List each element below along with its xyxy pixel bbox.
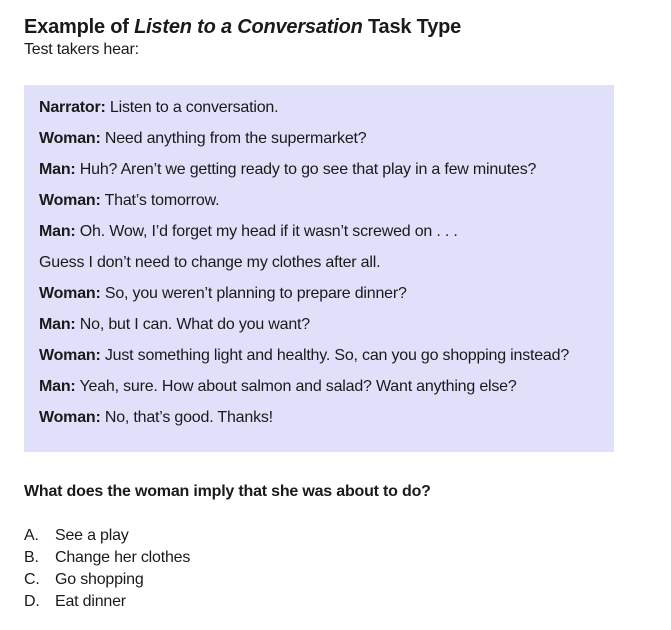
answer-choice[interactable]	[24, 569, 190, 591]
title-prefix: Example of	[24, 16, 135, 38]
speaker-label: Man:	[39, 161, 76, 178]
transcript-line	[39, 191, 599, 222]
line-text: That’s tomorrow.	[100, 192, 220, 209]
choice-text: See a play	[55, 527, 129, 544]
speaker-label: Narrator:	[39, 99, 106, 116]
title-suffix: Task Type	[362, 16, 462, 38]
speaker-label: Woman:	[39, 192, 101, 209]
speaker-label: Woman:	[39, 285, 101, 302]
transcript-line	[39, 222, 599, 253]
transcript-line	[39, 98, 599, 129]
answer-choice[interactable]	[24, 525, 190, 547]
title-task-name: Listen to a Conversation	[134, 16, 363, 38]
transcript-line	[39, 129, 599, 160]
line-text: So, you weren’t planning to prepare dinner?	[100, 285, 407, 302]
transcript-line	[39, 408, 599, 439]
line-text: Oh. Wow, I’d forget my head if it wasn’t screwed on . . .	[75, 223, 458, 240]
answer-choice[interactable]	[24, 591, 190, 613]
line-text: Huh? Aren’t we getting ready to go see that play in a few minutes?	[75, 161, 537, 178]
header	[24, 14, 624, 60]
speaker-label: Man:	[39, 223, 76, 240]
transcript-line	[39, 377, 599, 408]
choice-text: Go shopping	[55, 571, 144, 588]
transcript-line	[39, 346, 599, 377]
transcript-line	[39, 253, 599, 284]
choice-text: Change her clothes	[55, 549, 191, 566]
line-text: Yeah, sure. How about salmon and salad? Want anything else?	[75, 378, 517, 395]
question-text: What does the woman imply that she was about to do?	[24, 483, 431, 500]
answer-choice[interactable]	[24, 547, 190, 569]
line-text: Just something light and healthy. So, can you go shopping instead?	[100, 347, 570, 364]
speaker-label: Woman:	[39, 347, 101, 364]
page-title	[24, 14, 624, 40]
speaker-label: Man:	[39, 378, 76, 395]
line-text: Listen to a conversation.	[105, 99, 279, 116]
speaker-label: Man:	[39, 316, 76, 333]
transcript-line	[39, 160, 599, 191]
choice-letter: D.	[24, 593, 40, 610]
line-text: No, that’s good. Thanks!	[100, 409, 273, 426]
speaker-label: Woman:	[39, 409, 101, 426]
speaker-label: Woman:	[39, 130, 101, 147]
transcript-line	[39, 284, 599, 315]
choice-letter: C.	[24, 571, 40, 588]
choice-text: Eat dinner	[55, 593, 126, 610]
line-text: Need anything from the supermarket?	[100, 130, 367, 147]
line-text: Guess I don’t need to change my clothes after all.	[39, 254, 381, 271]
choice-letter: B.	[24, 549, 39, 566]
answer-choices	[24, 525, 190, 613]
subtitle: Test takers hear:	[24, 41, 139, 58]
choice-letter: A.	[24, 527, 39, 544]
transcript-line	[39, 315, 599, 346]
line-text: No, but I can. What do you want?	[75, 316, 310, 333]
transcript-box	[24, 85, 614, 452]
